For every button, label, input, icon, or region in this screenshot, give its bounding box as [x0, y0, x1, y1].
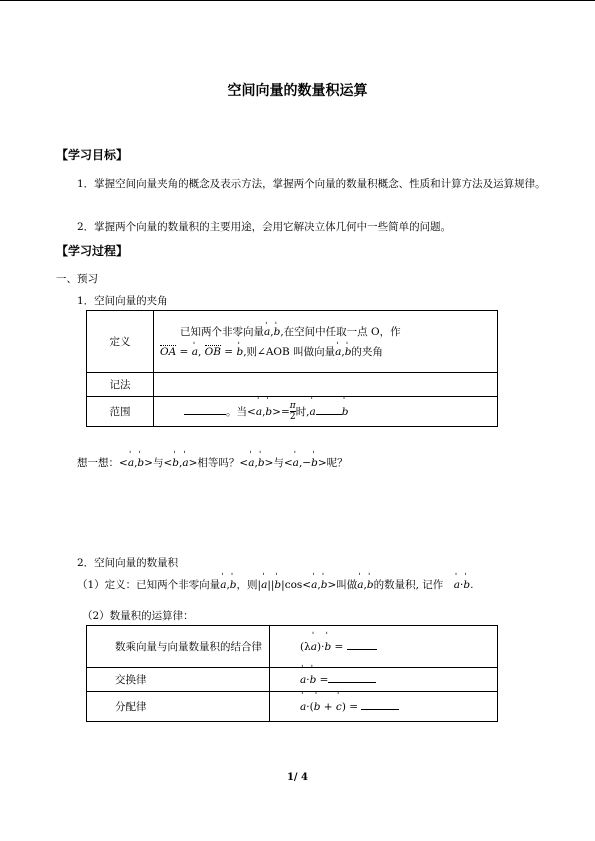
- range-cell: 。当<ˈ a,ˈ b>= π 2时,ˈ aˈ b: [154, 397, 498, 427]
- rule-name-associative: 数乘向量与向量数量积的结合律: [87, 626, 270, 668]
- sub-heading-angle: 1．空间向量的夹角: [77, 295, 168, 307]
- row-label-range: 范围: [87, 397, 154, 427]
- definition-line-2: OA = ˈ a, OB = ˈ b,则∠AOB 叫做向量ˈ a,ˈ b的夹角: [160, 342, 491, 362]
- process-heading: 【学习过程】: [56, 244, 129, 258]
- page-number: 1/ 4: [286, 772, 309, 783]
- row-label-definition: 定义: [87, 311, 154, 373]
- rule-formula-distributive: ˈ a·(ˈ b + ˈ c) =: [270, 692, 498, 722]
- rule-formula-associative: (λˈ a)·ˈ b =: [270, 626, 498, 668]
- rules-title: （2）数量积的运算律：: [82, 610, 194, 622]
- section-preview: 一、预习: [56, 273, 98, 285]
- angle-table: [86, 310, 498, 427]
- rule-name-commutative: 交换律: [87, 668, 270, 692]
- notation-cell: [154, 373, 498, 397]
- top-rule: [0, 0, 595, 1]
- sub-heading-dot-product: 2．空间向量的数量积: [77, 557, 179, 569]
- dot-product-definition: （1）定义：已知两个非零向量ˈ a,ˈ b，则|ˈ a||ˈ b|cos<ˈ a,ˈ b>叫做ˈ a,ˈ b的数量积, 记作 ˈ a·ˈ b.: [77, 577, 473, 593]
- rules-table: [86, 625, 498, 722]
- rule-name-distributive: 分配律: [87, 692, 270, 722]
- definition-line-1: 已知两个非零向量ˈ a,ˈ b,在空间中任取一点 O，作: [160, 322, 491, 342]
- definition-cell: [154, 311, 498, 373]
- page-title: 空间向量的数量积运算: [227, 83, 368, 99]
- rule-formula-commutative: ˈ a·ˈ b =: [270, 668, 498, 692]
- think-question: 想一想：<ˈ a,ˈ b>与<ˈ b,ˈ a>相等吗？<ˈ a,ˈ b>与<ˈ a,−ˈ b>呢？: [77, 455, 348, 471]
- goal-item-1: 1．掌握空间向量夹角的概念及表示方法，掌握两个向量的数量积概念、性质和计算方法及运算规律。: [77, 178, 546, 190]
- goal-item-2: 2．掌握两个向量的数量积的主要用途，会用它解决立体几何中一些简单的问题。: [77, 221, 452, 233]
- goals-heading: 【学习目标】: [56, 148, 129, 162]
- row-label-notation: 记法: [87, 373, 154, 397]
